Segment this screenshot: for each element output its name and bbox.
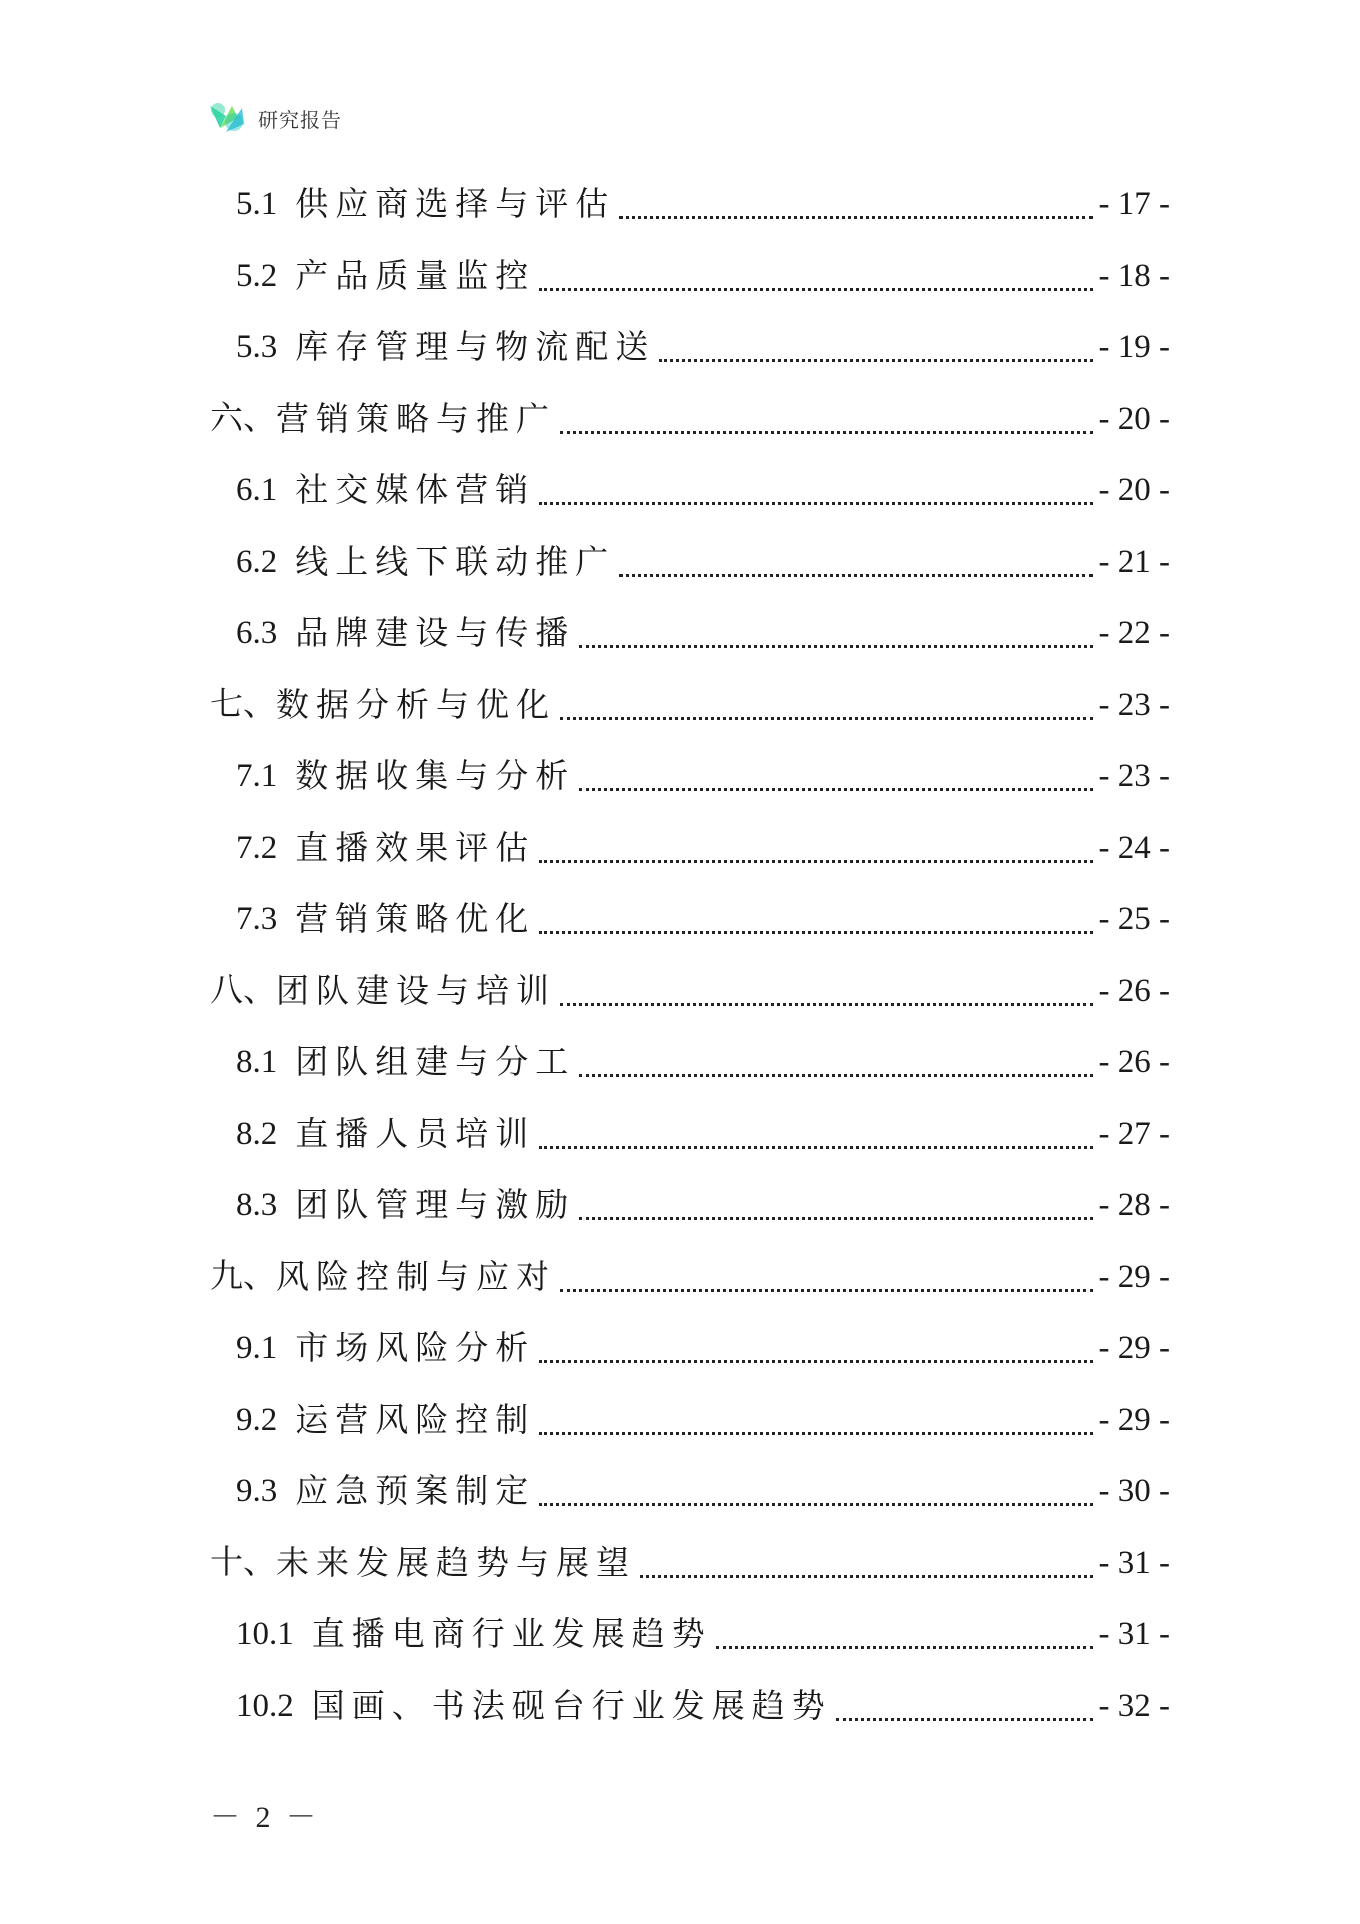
toc-entry-number: 7.2 <box>236 829 278 866</box>
toc-leader-dots <box>539 502 1092 505</box>
toc-entry-title: 国画、书法砚台行业发展趋势 <box>311 1685 832 1725</box>
toc-leader-dots <box>579 645 1092 648</box>
toc-entry[interactable] <box>210 536 1170 588</box>
toc-entry[interactable] <box>210 1036 1170 1088</box>
toc-entry-page: - 30 - <box>1098 1473 1170 1509</box>
toc-entry-number: 6.2 <box>236 543 278 580</box>
toc-leader-dots <box>539 931 1092 934</box>
header-title: 研究报告 <box>258 107 342 132</box>
toc-entry-page: - 20 - <box>1098 472 1170 508</box>
toc-entry-page: - 26 - <box>1098 972 1170 1009</box>
toc-entry-page: - 31 - <box>1098 1544 1170 1581</box>
toc-entry[interactable] <box>210 1251 1170 1303</box>
toc-entry-title: 线上线下联动推广 <box>295 541 616 581</box>
toc-leader-dots <box>539 1432 1092 1435</box>
toc-entry-title: 数据收集与分析 <box>295 756 576 795</box>
toc-entry-page: - 26 - <box>1098 1044 1170 1080</box>
toc-entry-title: 供应商选择与评估 <box>295 184 616 223</box>
toc-entry[interactable] <box>210 1680 1170 1732</box>
toc-entry[interactable] <box>210 178 1170 230</box>
toc-entry-title: 直播人员培训 <box>295 1113 536 1153</box>
toc-entry-number: 8.3 <box>236 1187 278 1223</box>
toc-entry-title: 社交媒体营销 <box>295 470 536 509</box>
toc-entry-page: - 20 - <box>1098 400 1170 437</box>
toc-leader-dots <box>560 431 1093 434</box>
toc-entry-number: 6.1 <box>236 472 278 508</box>
toc-entry[interactable] <box>210 1537 1170 1589</box>
toc-entry-title: 直播电商行业发展趋势 <box>311 1614 712 1653</box>
toc-leader-dots <box>579 1217 1092 1220</box>
toc-entry[interactable] <box>210 321 1170 373</box>
toc-leader-dots <box>619 574 1092 577</box>
toc-entry-title: 运营风险控制 <box>295 1399 536 1439</box>
toc-entry-page: - 18 - <box>1098 257 1170 294</box>
toc-leader-dots <box>539 860 1092 863</box>
toc-entry-title: 团队建设与培训 <box>276 970 556 1010</box>
toc-entry-number: 5.3 <box>236 329 278 365</box>
toc-entry[interactable] <box>210 1322 1170 1374</box>
toc-entry-page: - 29 - <box>1098 1330 1170 1366</box>
toc-entry-page: - 28 - <box>1098 1187 1170 1223</box>
toc-entry-title: 团队管理与激励 <box>295 1185 576 1224</box>
toc-entry-number: 9.1 <box>236 1330 278 1366</box>
toc-entry-title: 库存管理与物流配送 <box>295 327 656 366</box>
toc-entry-title: 市场风险分析 <box>295 1328 536 1367</box>
toc-entry[interactable] <box>210 393 1170 445</box>
toc-leader-dots <box>619 216 1092 219</box>
toc-leader-dots <box>560 1003 1093 1006</box>
toc-entry-number: 7.3 <box>236 901 278 937</box>
toc-entry-number: 九、 <box>210 1258 276 1295</box>
toc-leader-dots <box>659 359 1092 362</box>
toc-entry[interactable] <box>210 893 1170 945</box>
toc-leader-dots <box>539 1503 1092 1506</box>
toc-entry-page: - 29 - <box>1098 1258 1170 1295</box>
toc-entry-number: 8.2 <box>236 1115 278 1152</box>
toc-entry-number: 5.2 <box>236 257 278 294</box>
toc-entry-title: 团队组建与分工 <box>295 1042 576 1081</box>
toc-entry-page: - 25 - <box>1098 901 1170 937</box>
toc-entry-page: - 19 - <box>1098 329 1170 365</box>
toc-entry[interactable] <box>210 822 1170 874</box>
table-of-contents <box>210 0 1170 1924</box>
toc-entry-page: - 22 - <box>1098 615 1170 651</box>
toc-entry-number: 10.1 <box>236 1616 294 1652</box>
toc-entry-title: 应急预案制定 <box>295 1471 536 1510</box>
toc-entry-page: - 29 - <box>1098 1401 1170 1438</box>
toc-entry-page: - 32 - <box>1098 1687 1170 1724</box>
toc-entry[interactable] <box>210 1394 1170 1446</box>
toc-leader-dots <box>579 788 1092 791</box>
toc-entry[interactable] <box>210 464 1170 516</box>
toc-entry-title: 未来发展趋势与展望 <box>276 1542 636 1582</box>
toc-leader-dots <box>560 1289 1093 1292</box>
toc-entry-page: - 17 - <box>1098 186 1170 222</box>
toc-leader-dots <box>579 1074 1092 1077</box>
toc-entry-title: 营销策略优化 <box>295 899 536 938</box>
toc-leader-dots <box>560 717 1093 720</box>
toc-entry-page: - 23 - <box>1098 686 1170 723</box>
toc-entry-page: - 21 - <box>1098 543 1170 580</box>
toc-leader-dots <box>539 1146 1092 1149</box>
toc-entry[interactable] <box>210 965 1170 1017</box>
toc-entry-number: 9.3 <box>236 1473 278 1509</box>
toc-entry[interactable] <box>210 679 1170 731</box>
toc-entry-number: 七、 <box>210 686 276 723</box>
toc-leader-dots <box>539 1360 1092 1363</box>
toc-entry-number: 10.2 <box>236 1687 294 1724</box>
toc-entry[interactable] <box>210 1465 1170 1517</box>
toc-entry-number: 十、 <box>210 1544 276 1581</box>
toc-entry-number: 6.3 <box>236 615 278 651</box>
toc-entry-title: 直播效果评估 <box>295 827 536 867</box>
toc-entry[interactable] <box>210 607 1170 659</box>
toc-entry-number: 8.1 <box>236 1044 278 1080</box>
toc-entry-title: 产品质量监控 <box>295 255 536 295</box>
toc-entry-page: - 24 - <box>1098 829 1170 866</box>
toc-entry-number: 5.1 <box>236 186 278 222</box>
toc-entry-page: - 27 - <box>1098 1115 1170 1152</box>
toc-entry[interactable] <box>210 1108 1170 1160</box>
toc-entry[interactable] <box>210 1608 1170 1660</box>
toc-entry-number: 7.1 <box>236 758 278 794</box>
toc-leader-dots <box>836 1718 1093 1721</box>
toc-entry-number: 六、 <box>210 400 276 437</box>
toc-entry-page: - 31 - <box>1098 1616 1170 1652</box>
toc-entry-page: - 23 - <box>1098 758 1170 794</box>
toc-entry[interactable] <box>210 1179 1170 1231</box>
page-number: － 2 － <box>210 1801 320 1834</box>
toc-entry-title: 风险控制与应对 <box>276 1256 556 1296</box>
toc-entry-number: 八、 <box>210 972 276 1009</box>
toc-entry[interactable] <box>210 750 1170 802</box>
toc-leader-dots <box>640 1575 1093 1578</box>
toc-entry-title: 数据分析与优化 <box>276 684 556 724</box>
toc-entry-title: 品牌建设与传播 <box>295 613 576 652</box>
toc-entry-number: 9.2 <box>236 1401 278 1438</box>
toc-entry-title: 营销策略与推广 <box>276 398 556 438</box>
toc-entry[interactable] <box>210 250 1170 302</box>
toc-leader-dots <box>539 288 1092 291</box>
toc-leader-dots <box>716 1646 1093 1649</box>
